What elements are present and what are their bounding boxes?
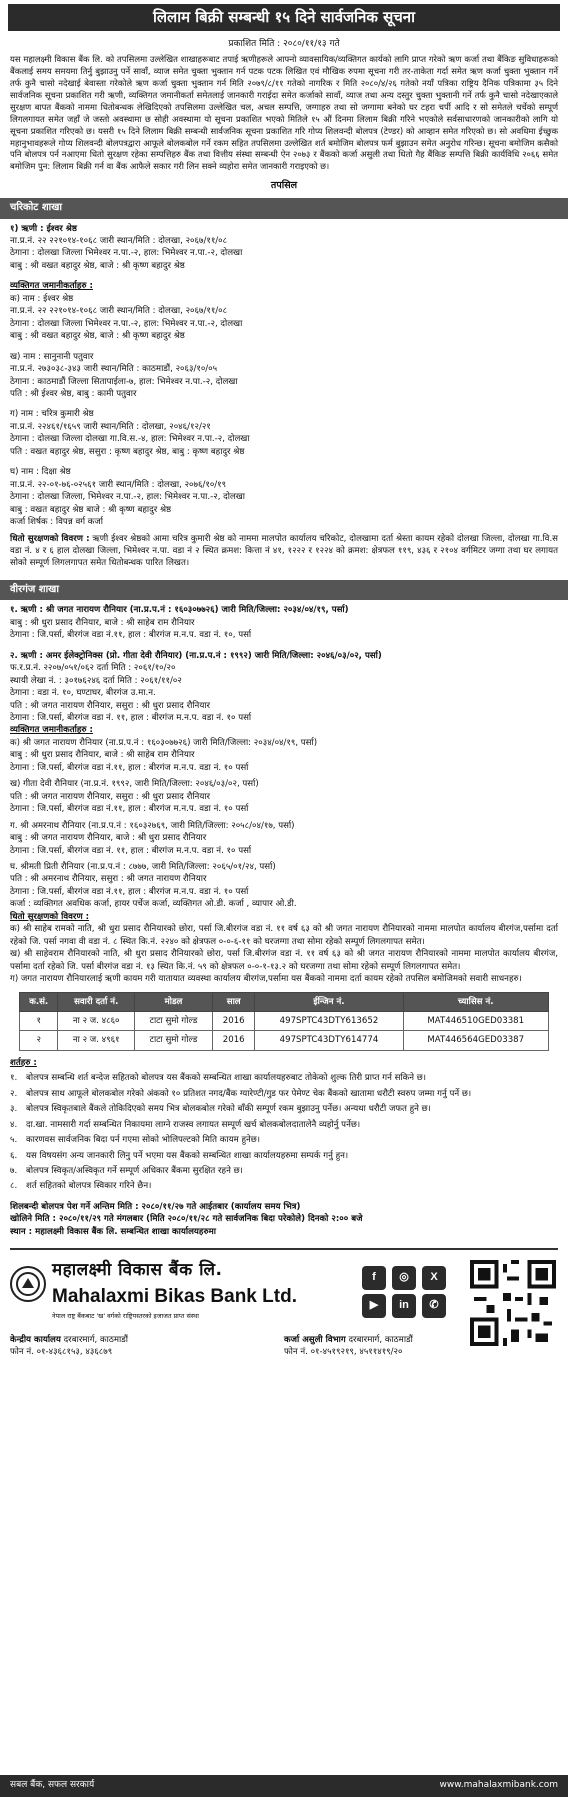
cell: 2016	[212, 1011, 254, 1030]
cell: 497SPTC43DTY613652	[255, 1011, 403, 1030]
guarantor-line: ख) नाम : सानुनानी पतुवार	[10, 351, 94, 362]
instagram-icon[interactable]: ◎	[392, 1266, 416, 1290]
terms-title: शर्तहरु :	[10, 1057, 37, 1068]
term-text: बोलपत्र साथ आफूले बोलकबोल गरेको अंकको १० प्रतिशत नगद/बैंक ग्यारेण्टी/गुड फर पेमेण्ट चेक बैंकको खातामा धरौटी स्वरुप जम्मा गर्नु पर्ने छ।	[26, 1088, 472, 1099]
term-item	[10, 1165, 558, 1177]
birgunj-section	[0, 600, 568, 1238]
guarantor-line: ना.प्र.नं. २२४६१/१६५९ जारी स्थान/मिति : दोलखा, २०४६/१२/२१	[10, 421, 211, 432]
guarantor-line: ठेगाना : जि.पर्सा, बीरगंज वडा नं.११, हाल : बीरगंज म.न.प. वडा नं. १० पर्सा	[10, 886, 249, 897]
col-year: साल	[212, 992, 254, 1011]
borrower-line: ठेगाना : वडा नं. १०, घण्टाघर, बीरगंज उ.मा.न.	[10, 688, 156, 699]
collateral-item: ग) जगत नारायण रौनियारलाई ऋणी कायम गरी यातायात व्यवस्था कार्यालय बीरगंज,पर्सामा यस बैंकको नाममा दर्ता कायम रहेको तपसिल बमोजिमको सवारी साधनहरु।	[10, 974, 522, 985]
guarantor-line: ना.प्र.नं. २२-०१-७६-०२५६१ जारी स्थान/मिति : दोलखा, २०७६/१०/१९	[10, 479, 227, 490]
guarantor-line: क) श्री जगत नारायण रौनियार (ना.प्र.प.नं : १६०३०७७२६) जारी मिति/जिल्ला: २०३४/०४/१९, पर्सा)	[10, 737, 318, 748]
cell: १	[20, 1011, 58, 1030]
guarantor-line: ख) गीता देवी रौनियार (ना.प्र.नं. १९९२, जारी मिति/जिल्ला: २०४६/०३/०२, पर्सा)	[10, 779, 259, 790]
term-item	[10, 1088, 558, 1100]
term-item	[10, 1180, 558, 1192]
vehicle-table	[19, 992, 549, 1051]
term-item	[10, 1119, 558, 1131]
borrower-line: फ.र.प्र.नं. २२०७/०५१/०६२ दर्ता मिति : २०६१/१०/२०	[10, 663, 176, 674]
borrower-line: बाबु : श्री धुरा प्रसाद रौनियार, बाजे : श्री साहेब राम रौनियार	[10, 617, 195, 628]
borrower-title: १. ऋणी : श्री जगत नारायण रौनियार (ना.प्र.प.नं : १६०३०७७२६) जारी मिति/जिल्ला: २०३४/०४/१९, पर्सा)	[10, 605, 349, 616]
term-text: बोलपत्र सम्बन्धि शर्त बन्देज सहितको बोलपत्र यस बैंकको सम्बन्धित शाखा कार्यालयहरुबाट तोकेको शुल्क तिरी प्राप्त गर्न सकिने छ।	[26, 1073, 427, 1084]
guarantor-line: पति : वखत बहादुर श्रेष्ठ, ससुरा : कृष्ण बहादुर श्रेष्ठ, बाबु : कृष्ण बहादुर श्रेष्ठ	[10, 446, 245, 457]
guarantor-line: ठेगाना : जि.पर्सा, बीरगंज वडा नं.११, हाल : बीरगंज म.न.प. वडा नं. १० पर्सा	[10, 804, 249, 815]
opening-date: खोलिने मिति : २०८०/११/२९ गते मंगलबार (मिति २०८०/११/२८ गते सार्वजनिक बिदा परेकोले) दिनको २:०० बजे	[10, 1214, 363, 1225]
guarantor-line: बाबु : श्री धुरा प्रसाद रौनियार, बाजे : श्री साहेब राम रौनियार	[10, 750, 195, 761]
location: स्थान : महालक्ष्मी विकास बैंक लि. सम्बन्धित शाखा कार्यालयहरुमा	[10, 1226, 216, 1237]
central-office	[10, 1334, 284, 1359]
table-row	[20, 1011, 549, 1030]
website-link[interactable]: www.mahalaxmibank.com	[439, 1780, 558, 1791]
guarantor-line: घ) नाम : दिक्षा श्रेष्ठ	[10, 467, 71, 478]
office-phone: फोन नं. ०१-४५१९२१९, ४५११४१९/२०	[284, 1347, 403, 1358]
youtube-icon[interactable]: ▶	[362, 1294, 386, 1318]
cell: टाटा सुमो गोल्ड	[134, 1031, 212, 1050]
footer	[0, 1250, 568, 1372]
tapasil-heading: तपसिल	[270, 180, 298, 192]
x-icon[interactable]: X	[422, 1266, 446, 1290]
term-text: दा.खा. नामसारी गर्दा सम्बन्धित निकायमा लाग्ने राजस्व लगायत सम्पूर्ण खर्च बोलकबोलदातालेनै व्यहोर्नु पर्नेछ।	[26, 1119, 361, 1130]
guarantor-line: ठेगाना : जि.पर्सा, बीरगंज वडा नं. ११, हाल : बीरगंज म.न.प. वडा नं. १० पर्सा	[10, 845, 252, 856]
term-text: बोलपत्र स्विकृत/अस्विकृत गर्ने सम्पूर्ण अधिकार बैंकमा सुरक्षित रहने छ।	[26, 1166, 243, 1177]
borrower-line: ठेगाना : जि.पर्सा, बीरगंज वडा नं. ११, हाल : बीरगंज म.न.प. वडा नं. १० पर्सा	[10, 712, 252, 723]
borrower-line: ना.प्र.नं. २२ २२१०१४-१०६८ जारी स्थान/मिति : दोलखा, २०६७/११/०८	[10, 235, 228, 246]
guarantor-line: ना.प्र.नं. २७३०३८-३४३ जारी स्थान/मिति : काठमाडौं, २०६३/१०/०५	[10, 364, 218, 375]
office-location: दरबारमार्ग, काठमाडौं	[348, 1334, 413, 1345]
cell: २	[20, 1031, 58, 1050]
col-sn: क.सं.	[20, 992, 58, 1011]
term-number: ७.	[10, 1166, 18, 1177]
intro-paragraph: यस महालक्ष्मी विकास बैंक लि. को तपसिलमा उल्लेखित शाखाहरूबाट तपाई ऋणीहरूले आफ्नो व्यावसायिक/व्यक्तिगत कार्यको लागि प्राप्त गरेको ऋण कर्जा तथा बैंकिङ सुविधाहरूको बैंकलाई समय समयमा तिर्नु बुझाउनु पर्ने सावाँ, व्याज समेत चुक्ता भुक्तान गर्न पटक पटक लिखित एवं मौखिक रुपमा सूचना गरी तर-ताकेता गर्दा समेत ऋण कर्जा चुक्ता भुक्तान गर्ने तर्फ कुनै चासो नदेखाई बेवास्ता गरेकोले ऋण कर्जा चुक्ता भुक्तान गर्न मिति २०७९/८/११ गतेको नागरिक र मिति २०८०/४/२६ गतेको नयाँ पत्रिका राष्ट्रिय दैनिक पत्रिकामा ३५ दिने सार्वजनिक सूचना प्रकाशित गरी ऋणी, व्यक्तिगत जमानीकर्ता समेतलाई जानकारी गराईदा समेत कर्जाको सावाँ, व्याज तथा अन्य दस्तुर चुक्ता भुक्तानी गर्ने तर्फ कुनै चासो नदेखाएकाले सुरक्षण बापत बैंकको नाममा धितोबन्धक लेखिदिएको तपसिलमा उल्लेखित चल, अचल सम्पत्ति, जग्गाहरु तथा सो जग्गामा बनेको घर टहरा चर्पी आदि र सो समेतले चर्चेको सम्पूर्ण लिगलगायत समेत जहाँ जे जस्तो अवस्थामा छ सोही अवस्थामा यो सूचना प्रकाशित भएको मितिले १५ औं दिनमा लिलाम बिक्री गरिने भएकोले सर्वसाधारणको जानकारीको लागि यो सूचना प्रकाशित गरिएको छ। यसरी १५ दिने लिलाम बिक्री सम्बन्धी सार्वजनिक सूचना प्रकाशित गरि गोप्य शिलवन्दी बोलपत्र (टेण्डर) को आव्हान समेत गरिएको छ। सो अवधिमा ईच्छुक महानुभावहरूले गोप्य शिलवन्दी बोलपत्रद्वारा आफूले बोलकबोल गर्ने रकम सहित तपसिलमा उल्लेखित शर्त बमोजिम बोलपत्र फर्म बुझाउन समेत अनुरोध गरिन्छ। सूचना बमोजिम कसैको पनि बोलपत्र पर्न नआएमा धितो सुरक्षण रहेका सम्पत्तिहरु बैंक तथा वित्तीय संस्था सम्बन्धी ऐन २०७३ र बैंकको कर्जा असुली तथा धितो गैह बैंकिङ सम्पत्ति बिक्री कार्यविधि २०६६ समेत बमोजिम पुन: लिलाम बिक्री गर्न वा बैंक आफैले सकार गरी लिन सक्ने व्यहोरा समेत जानकारी गराइएको छ।	[10, 54, 558, 172]
guarantor-line: पति : श्री ईश्वर श्रेष्ठ, बाबु : कामी पतुवार	[10, 388, 137, 399]
borrower-title: १) ऋणी : ईश्वर श्रेष्ठ	[10, 223, 77, 234]
term-number: २.	[10, 1088, 18, 1099]
term-item	[10, 1103, 558, 1115]
collateral-label: धितो सुरक्षणको विवरण :	[10, 533, 90, 544]
col-reg-no: सवारी दर्ता नं.	[58, 992, 135, 1011]
term-item	[10, 1134, 558, 1146]
bank-logo-icon	[10, 1266, 46, 1302]
term-number: १.	[10, 1073, 18, 1084]
qr-code-icon[interactable]	[470, 1260, 556, 1346]
col-model: मोडल	[134, 992, 212, 1011]
guarantor-line: पति : श्री जगत नारायण रौनियार, ससुरा : श्री धुरा प्रसाद रौनियार	[10, 791, 211, 802]
header	[0, 0, 568, 32]
bank-name-nepali: महालक्ष्मी विकास बैंक लि.	[52, 1260, 223, 1281]
cell: ना २ ज. ४८६०	[58, 1011, 135, 1030]
term-text: बोलपत्र स्विकृतबाले बैंकले तोकिदिएको समय भित्र बोलकबोल गरेको बाँकी सम्पूर्ण रकम बुझाउनु पर्नेछ। अन्यथा धरौटी जफत हुने छ।	[26, 1104, 431, 1115]
guarantor-line: बाबु : वखत बहादुर श्रेष्ठ बाजे : श्री कृष्ण बहादुर श्रेष्ठ	[10, 504, 172, 515]
birgunj-branch-bar: वीरगंज शाखा	[0, 580, 568, 601]
borrower-line: स्थायी लेखा नं. : ३०१७६२४६ दर्ता मिति : २०६१/११/०२	[10, 675, 182, 686]
col-chassis: च्यासिस नं.	[403, 992, 548, 1011]
term-number: ३.	[10, 1104, 18, 1115]
office-phone: फोन नं. ०१-४३६८१५३, ४३६८७९	[10, 1347, 113, 1358]
charikot-section	[0, 219, 568, 570]
guarantor-line: पति : श्री अमरनाथ रौनियार, ससुरा : श्री जगत नारायण रौनियार	[10, 874, 207, 885]
cell: MAT446510GED03381	[403, 1011, 548, 1030]
borrower-line: पति : श्री जगत नारायण रौनियार, ससुरा : श्री धुरा प्रसाद रौनियार	[10, 700, 211, 711]
bank-tagline: नेपाल राष्ट्र बैंकबाट 'ख' वर्गको राष्ट्रियस्तरको इजाजत प्राप्त संस्था	[52, 1312, 199, 1321]
cell: 497SPTC43DTY614774	[255, 1031, 403, 1050]
guarantor-line: ठेगाना : दोलखा जिल्ला भिमेश्वर न.पा.-२, हाल: भिमेश्वर न.पा.-२, दोलखा	[10, 318, 243, 329]
term-number: ५.	[10, 1135, 18, 1146]
guarantor-line: ग) नाम : चरित्र कुमारी श्रेष्ठ	[10, 409, 94, 420]
guarantor-line: बाबु : श्री वखत बहादुर श्रेष्ठ, बाजे : श्री कृष्ण बहादुर श्रेष्ठ	[10, 331, 185, 342]
bank-name-english: Mahalaxmi Bikas Bank Ltd.	[52, 1285, 297, 1307]
term-item	[10, 1150, 558, 1162]
borrower-line: बाबु : श्री वखत बहादुर श्रेष्ठ, बाजे : श्री कृष्ण बहादुर श्रेष्ठ	[10, 260, 185, 271]
linkedin-icon[interactable]: in	[392, 1294, 416, 1318]
collateral-label: धितो सुरक्षणको विवरण :	[10, 911, 90, 922]
guarantor-title: व्यक्तिगत जमानीकर्ताहरु :	[10, 725, 93, 736]
office-location: दरबारमार्ग, काठमाडौं	[63, 1334, 129, 1345]
cell: ना २ ज. ४९६१	[58, 1031, 135, 1050]
guarantor-line: ठेगाना : काठमाडौं जिल्ला सितापाईला-७, हाल: भिमेश्वर न.पा.-२, दोलखा	[10, 376, 238, 387]
social-icons	[362, 1266, 448, 1318]
bottom-bar	[0, 1775, 568, 1797]
cell: टाटा सुमो गोल्ड	[134, 1011, 212, 1030]
borrower-line: ठेगाना : दोलखा जिल्ला भिमेश्वर न.पा.-२, हाल: भिमेश्वर न.पा.-२, दोलखा	[10, 248, 243, 259]
guarantor-line: ठेगाना : जि.पर्सा, बीरगंज वडा नं.११, हाल : बीरगंज म.न.प. वडा नं. १० पर्सा	[10, 762, 249, 773]
term-text: कारणवस सार्वजनिक बिदा पर्न गएमा सोको भोलिपल्टको मिति कायम हुनेछ।	[26, 1135, 261, 1146]
cell: 2016	[212, 1031, 254, 1050]
guarantor-line: ना.प्र.नं. २२ २२१०१४-१०६८ जारी स्थान/मिति : दोलखा, २०६७/११/०८	[10, 306, 228, 317]
collateral-item: ख) श्री साहेवराम रौनियारको नाति, श्री धुरा प्रसाद रौनियारको छोरा, पर्सा जि.बीरगंज वडा नं. ११ वर्ष ६३ को श्री जगत नारायण रौनियारको नाममा मालपोत कार्यालय बीरगंज, पर्सामा दर्ता रहेको जि. पर्सा बीरगंज वडा नं. १३ स्थित कि.नं. ५९ को क्षेत्रफल ०-०-१-१३.२ को घरजग्गा तथा सोमा रहेको सम्पूर्ण लिगलगापत समेत।	[10, 949, 558, 972]
guarantor-title: व्यक्तिगत जमानीकर्ताहरु :	[10, 281, 93, 292]
guarantor-line: बाबु : श्री जगत नारायण रौनियार, बाजे : श्री धुरा प्रसाद रौनियार	[10, 833, 207, 844]
published-date: प्रकाशित मिति : २०८०/११/१३ गते	[228, 39, 340, 49]
table-row	[20, 1031, 549, 1050]
facebook-icon[interactable]: f	[362, 1266, 386, 1290]
cell: MAT446564GED03387	[403, 1031, 548, 1050]
charikot-branch-bar: चरिकोट शाखा	[0, 198, 568, 219]
office-name: केन्द्रीय कार्यालय	[10, 1334, 61, 1345]
slogan: सबल बैंक, सफल सरकार्य	[10, 1780, 95, 1791]
collateral-text: ऋणी ईश्वर श्रेष्ठको आमा चरित्र कुमारी श्रेष्ठ को नाममा मालपोत कार्यालय चरिकोट, दोलखामा दर्ता श्रेस्ता कायम रहेको दोलखा जिल्ला, दोलखा गा.वि.स वडा नं. ४ र ६ हाल दोलखा जिल्ला, भिमेश्वर न.पा. वडा नं २ स्थित क्रमश: कित्ता नं ४१, १२२२ र १२२४ को क्रमश: क्षेत्रफल ११९, ४३६ र २१०४ वर्गमिटर जग्गा तथा घर लगायत सोको सम्पूर्ण लिगलगापत समेत धितोबन्धक पारित लिखत।	[10, 533, 558, 569]
bid-deadline: शिलबन्दी बोलपत्र पेश गर्ने अन्तिम मिति : २०८०/११/२७ गते आईतबार (कार्यालय समय भित्र)	[10, 1201, 301, 1212]
guarantor-line: ठेगाना : दोलखा जिल्ला दोलखा गा.वि.स.-४, हाल: भिमेश्वर न.पा.-२, दोलखा	[10, 434, 250, 445]
guarantor-line: कर्जा शिर्षक : विपन्न वर्ग कर्जा	[10, 517, 103, 528]
term-text: शर्त सहितको बोलपत्र स्विकार गरिने छैन।	[26, 1181, 152, 1192]
table-header-row	[20, 992, 549, 1011]
term-number: ८.	[10, 1181, 18, 1192]
term-item	[10, 1072, 558, 1084]
viber-icon[interactable]: ✆	[422, 1294, 446, 1318]
office-name: कर्जा असुली विभाग	[284, 1334, 346, 1345]
borrower-line: ठेगाना : जि.पर्सा, बीरगंज वडा नं.११, हाल : बीरगंज म.न.प. वडा नं. १०, पर्सा	[10, 630, 252, 641]
term-text: यस विषयसंग अन्य जानकारी लिनु पर्ने भएमा यस बैंकको सम्बन्धित शाखा कार्यालयहरुमा सम्पर्क गर्नु हुन।	[26, 1150, 349, 1161]
collateral-item: क) श्री साहेब रामको नाति, श्री धुरा प्रसाद रौनियारको छोरा, पर्सा जि.बीरगंज वडा नं. ११ वर्ष ६३ को श्री जगत नारायण रौनियारको नाममा मालपोत कार्यालय बीरगंज,पर्सामा दर्ता रहेको जि. पर्सा नगवा वी वडा नं. ८ स्थित कि.नं. २२४० को क्षेत्रफल ०-०-६-११ को घरजग्गा तथा सोमा रहेको सम्पूर्ण लिगलगापत समेत।	[10, 924, 558, 947]
guarantor-line: क) नाम : ईश्वर श्रेष्ठ	[10, 293, 74, 304]
col-engine: ईन्जिन नं.	[255, 992, 403, 1011]
guarantor-line: ग. श्री अमरनाथ रौनियार (ना.प्र.प.नं : १६०३२७६९, जारी मिति/जिल्ला: २०५८/०४/१७, पर्सा)	[10, 820, 295, 831]
loan-types: कर्जा : व्यक्तिगत अवधिक कर्जा, हायर पर्चेज कर्जा, व्यक्तिगत ओ.डी. कर्जा , व्यापार ओ.डी.	[10, 899, 297, 910]
charikot-collateral	[10, 533, 558, 570]
guarantor-line: ठेगाना : दोलखा जिल्ला, भिमेश्वर न.पा.-२, हाल: भिमेश्वर न.पा.-२, दोलखा	[10, 492, 246, 503]
term-number: ४.	[10, 1119, 18, 1130]
term-number: ६.	[10, 1150, 18, 1161]
notice-title: लिलाम बिक्री सम्बन्धी १५ दिने सार्वजनिक सूचना	[8, 4, 560, 31]
borrower-title: २. ऋणी : अमर ईलेक्ट्रोनिक्स (प्रो. गीता देवी रौनियार) (ना.प्र.प.नं : १९९२) जारी मिति/जिल्ला: २०४६/०३/०२, पर्सा)	[10, 650, 382, 661]
guarantor-line: घ. श्रीमती प्रिती रौनियार (ना.प्र.प.नं : ८७७७, जारी मिति/जिल्ला: २०६५/०१/२४, पर्सा)	[10, 861, 276, 872]
